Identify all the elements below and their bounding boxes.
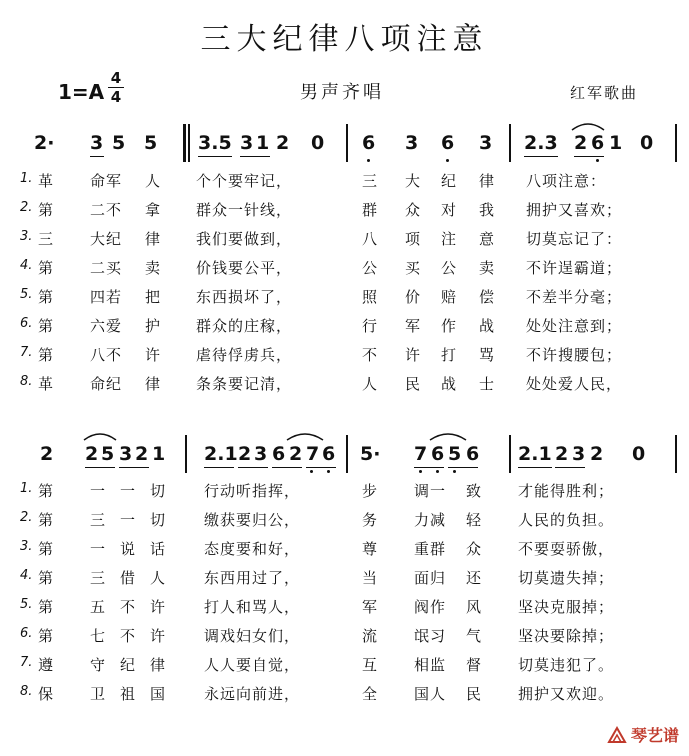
lyric-text: 当	[362, 569, 379, 587]
lyric-text: 买	[405, 259, 422, 277]
underline	[524, 156, 558, 157]
lyric-text: 照	[362, 288, 379, 306]
lyric-text: 面归	[414, 569, 447, 587]
note: 5·	[360, 443, 381, 465]
low-octave-dot	[453, 470, 456, 473]
lyric-text: 第	[38, 627, 55, 645]
verse-number: 3.	[20, 229, 33, 244]
lyric-text: 三	[90, 511, 107, 529]
note: 1	[152, 443, 166, 465]
lyric-text: 意	[479, 230, 496, 248]
song-source: 红军歌曲	[570, 84, 639, 102]
note: 7	[306, 443, 320, 465]
lyric-text: 卫	[90, 685, 107, 703]
underline	[518, 467, 552, 468]
note: 0	[311, 132, 325, 154]
lyric-text: 三	[38, 230, 55, 248]
verse-number: 3.	[20, 539, 33, 554]
lyric-text: 处处爱人民，	[526, 375, 623, 393]
lyric-text: 作	[441, 317, 458, 335]
barline	[346, 435, 348, 473]
note: 6	[322, 443, 336, 465]
lyric-text: 个个要牢记，	[196, 172, 293, 190]
lyric-text: 八不	[90, 346, 123, 364]
lyric-text: 二不	[90, 201, 123, 219]
underline	[85, 467, 115, 468]
verse-number: 4.	[20, 258, 33, 273]
underline	[238, 467, 268, 468]
lyric-text: 革	[38, 375, 55, 393]
lyric-text: 切	[150, 482, 167, 500]
lyric-text: 一	[120, 511, 137, 529]
verse-number: 8.	[20, 684, 33, 699]
verse-number: 2.	[20, 200, 33, 215]
note: 2	[276, 132, 290, 154]
lyric-text: 不要耍骄傲，	[518, 540, 615, 558]
lyric-text: 气	[466, 627, 483, 645]
underline	[414, 467, 444, 468]
note: 2	[135, 443, 149, 465]
lyric-text: 大纪	[90, 230, 123, 248]
lyric-text: 价	[405, 288, 422, 306]
lyric-text: 众	[466, 540, 483, 558]
lyric-text: 话	[150, 540, 167, 558]
lyric-text: 处处注意到；	[526, 317, 623, 335]
low-octave-dot	[327, 470, 330, 473]
lyric-text: 不许搜腰包；	[526, 346, 623, 364]
verse-number: 6.	[20, 626, 33, 641]
note: 1	[256, 132, 270, 154]
note: 2	[590, 443, 604, 465]
lyric-text: 流	[362, 627, 379, 645]
lyric-text: 群众的庄稼，	[196, 317, 293, 335]
lyric-text: 虐待俘虏兵，	[196, 346, 293, 364]
lyric-text: 项	[405, 230, 422, 248]
lyric-text: 八项注意：	[526, 172, 607, 190]
lyric-text: 第	[38, 201, 55, 219]
underline	[448, 467, 478, 468]
time-signature-top: 4	[110, 69, 122, 87]
verse-number: 5.	[20, 287, 33, 302]
note: 2.3	[524, 132, 558, 154]
lyric-text: 东西损坏了，	[196, 288, 293, 306]
note: 2.1	[518, 443, 552, 465]
lyric-text: 战	[479, 317, 496, 335]
lyric-text: 遵	[38, 656, 55, 674]
lyric-text: 许	[145, 346, 162, 364]
lyric-text: 律	[145, 375, 162, 393]
underline	[204, 467, 234, 468]
lyric-text: 第	[38, 511, 55, 529]
lyric-text: 军	[405, 317, 422, 335]
lyric-text: 打人和骂人，	[204, 598, 301, 616]
lyric-text: 务	[362, 511, 379, 529]
lyric-text: 东西用过了，	[204, 569, 301, 587]
lyric-text: 律	[479, 172, 496, 190]
lyric-text: 价钱要公平，	[196, 259, 293, 277]
lyric-text: 我	[479, 201, 496, 219]
lyric-text: 力减	[414, 511, 447, 529]
key-signature: 1=A	[58, 80, 105, 104]
lyric-text: 永远向前进，	[204, 685, 301, 703]
underline	[119, 467, 149, 468]
lyric-text: 对	[441, 201, 458, 219]
song-title: 三大纪律八项注意	[200, 22, 489, 57]
lyric-text: 调一	[414, 482, 447, 500]
lyric-text: 注	[441, 230, 458, 248]
harp-logo-icon	[607, 726, 627, 744]
underline	[272, 467, 302, 468]
verse-number: 8.	[20, 374, 33, 389]
lyric-text: 人人要自觉，	[204, 656, 301, 674]
lyric-text: 拥护又欢迎。	[518, 685, 615, 703]
barline	[675, 435, 677, 473]
lyric-text: 军	[362, 598, 379, 616]
lyric-text: 大	[405, 172, 422, 190]
lyric-text: 第	[38, 288, 55, 306]
verse-number: 6.	[20, 316, 33, 331]
note: 6	[466, 443, 480, 465]
lyric-text: 战	[441, 375, 458, 393]
lyric-text: 第	[38, 569, 55, 587]
lyric-text: 第	[38, 346, 55, 364]
lyric-text: 切	[150, 511, 167, 529]
lyric-text: 不	[362, 346, 379, 364]
lyric-text: 公	[441, 259, 458, 277]
underline	[574, 156, 604, 157]
lyric-text: 行动听指挥，	[204, 482, 301, 500]
low-octave-dot	[419, 470, 422, 473]
lyric-text: 风	[466, 598, 483, 616]
lyric-text: 卖	[479, 259, 496, 277]
note: 3	[119, 443, 133, 465]
note: 7	[414, 443, 428, 465]
note: 2	[289, 443, 303, 465]
low-octave-dot	[367, 159, 370, 162]
slur-mark	[285, 428, 325, 442]
lyric-text: 态度要和好，	[204, 540, 301, 558]
lyric-text: 拥护又喜欢；	[526, 201, 623, 219]
low-octave-dot	[446, 159, 449, 162]
slur-mark	[570, 118, 606, 132]
lyric-text: 许	[150, 627, 167, 645]
lyric-text: 命军	[90, 172, 123, 190]
low-octave-dot	[310, 470, 313, 473]
lyric-text: 条条要记清，	[196, 375, 293, 393]
note: 3	[479, 132, 493, 154]
note: 5	[112, 132, 126, 154]
low-octave-dot	[596, 159, 599, 162]
note: 6	[272, 443, 286, 465]
note: 5	[101, 443, 115, 465]
lyric-text: 群	[362, 201, 379, 219]
lyric-text: 人	[362, 375, 379, 393]
lyric-text: 六爱	[90, 317, 123, 335]
lyric-text: 拿	[145, 201, 162, 219]
lyric-text: 人民的负担。	[518, 511, 615, 529]
lyric-text: 五	[90, 598, 107, 616]
lyric-text: 第	[38, 317, 55, 335]
lyric-text: 行	[362, 317, 379, 335]
lyric-text: 纪	[441, 172, 458, 190]
note: 0	[640, 132, 654, 154]
note: 2	[555, 443, 569, 465]
lyric-text: 国人	[414, 685, 447, 703]
barline	[675, 124, 677, 162]
lyric-text: 二买	[90, 259, 123, 277]
note: 3	[572, 443, 586, 465]
lyric-text: 不差半分毫；	[526, 288, 623, 306]
lyric-text: 互	[362, 656, 379, 674]
lyric-text: 第	[38, 540, 55, 558]
lyric-text: 还	[466, 569, 483, 587]
lyric-text: 守	[90, 656, 107, 674]
double-barline	[183, 124, 186, 162]
lyric-text: 一	[90, 482, 107, 500]
lyric-text: 纪	[120, 656, 137, 674]
note: 5	[448, 443, 462, 465]
lyric-text: 七	[90, 627, 107, 645]
lyric-text: 群众一针线，	[196, 201, 293, 219]
lyric-text: 许	[405, 346, 422, 364]
slur-mark	[428, 428, 468, 442]
barline	[346, 124, 348, 162]
verse-number: 5.	[20, 597, 33, 612]
lyric-text: 致	[466, 482, 483, 500]
lyric-text: 全	[362, 685, 379, 703]
performance-form: 男声齐唱	[300, 82, 384, 103]
lyric-text: 督	[466, 656, 483, 674]
lyric-text: 不	[120, 627, 137, 645]
lyric-text: 偿	[479, 288, 496, 306]
time-signature-bottom: 4	[110, 88, 122, 106]
lyric-text: 我们要做到，	[196, 230, 293, 248]
underline	[240, 156, 270, 157]
note: 3.5	[198, 132, 232, 154]
lyric-text: 把	[145, 288, 162, 306]
lyric-text: 打	[441, 346, 458, 364]
lyric-text: 第	[38, 598, 55, 616]
lyric-text: 八	[362, 230, 379, 248]
lyric-text: 才能得胜利；	[518, 482, 615, 500]
lyric-text: 律	[145, 230, 162, 248]
lyric-text: 一	[90, 540, 107, 558]
lyric-text: 三	[90, 569, 107, 587]
note: 6	[431, 443, 445, 465]
lyric-text: 众	[405, 201, 422, 219]
lyric-text: 人	[145, 172, 162, 190]
lyric-text: 许	[150, 598, 167, 616]
lyric-text: 公	[362, 259, 379, 277]
note: 1	[609, 132, 623, 154]
time-signature	[108, 70, 124, 105]
lyric-text: 步	[362, 482, 379, 500]
double-barline-thin	[188, 124, 190, 162]
lyric-text: 说	[120, 540, 137, 558]
barline	[509, 435, 511, 473]
note: 3	[254, 443, 268, 465]
lyric-text: 相监	[414, 656, 447, 674]
lyric-text: 切莫忘记了：	[526, 230, 623, 248]
note: 2	[85, 443, 99, 465]
note: 0	[632, 443, 646, 465]
verse-number: 7.	[20, 655, 33, 670]
lyric-text: 坚决克服掉；	[518, 598, 615, 616]
lyric-text: 不许逞霸道；	[526, 259, 623, 277]
verse-number: 1.	[20, 171, 33, 186]
lyric-text: 民	[405, 375, 422, 393]
lyric-text: 革	[38, 172, 55, 190]
lyric-text: 一	[120, 482, 137, 500]
lyric-text: 三	[362, 172, 379, 190]
low-octave-dot	[436, 470, 439, 473]
note: 2·	[34, 132, 55, 154]
barline	[509, 124, 511, 162]
lyric-text: 赔	[441, 288, 458, 306]
lyric-text: 轻	[466, 511, 483, 529]
underline	[90, 156, 104, 157]
note: 3	[240, 132, 254, 154]
lyric-text: 四若	[90, 288, 123, 306]
note: 6	[591, 132, 605, 154]
verse-number: 4.	[20, 568, 33, 583]
lyric-text: 律	[150, 656, 167, 674]
lyric-text: 阀作	[414, 598, 447, 616]
note: 6	[362, 132, 376, 154]
lyric-text: 第	[38, 482, 55, 500]
note: 2.1	[204, 443, 238, 465]
lyric-text: 氓习	[414, 627, 447, 645]
note: 3	[405, 132, 419, 154]
verse-number: 7.	[20, 345, 33, 360]
verse-number: 2.	[20, 510, 33, 525]
lyric-text: 民	[466, 685, 483, 703]
lyric-text: 人	[150, 569, 167, 587]
lyric-text: 调戏妇女们，	[204, 627, 301, 645]
note: 2	[574, 132, 588, 154]
lyric-text: 护	[145, 317, 162, 335]
lyric-text: 尊	[362, 540, 379, 558]
underline	[198, 156, 232, 157]
lyric-text: 重群	[414, 540, 447, 558]
underline	[555, 467, 585, 468]
lyric-text: 切莫遗失掉；	[518, 569, 615, 587]
lyric-text: 卖	[145, 259, 162, 277]
lyric-text: 国	[150, 685, 167, 703]
lyric-text: 缴获要归公，	[204, 511, 301, 529]
lyric-text: 祖	[120, 685, 137, 703]
lyric-text: 不	[120, 598, 137, 616]
slur-mark	[82, 428, 118, 442]
note: 6	[441, 132, 455, 154]
note: 5	[144, 132, 158, 154]
lyric-text: 第	[38, 259, 55, 277]
note: 3	[90, 132, 104, 154]
lyric-text: 保	[38, 685, 55, 703]
lyric-text: 命纪	[90, 375, 123, 393]
barline	[185, 435, 187, 473]
verse-number: 1.	[20, 481, 33, 496]
lyric-text: 坚决要除掉；	[518, 627, 615, 645]
lyric-text: 借	[120, 569, 137, 587]
underline	[306, 467, 336, 468]
lyric-text: 切莫违犯了。	[518, 656, 615, 674]
lyric-text: 骂	[479, 346, 496, 364]
watermark-text: 琴艺谱	[630, 726, 679, 745]
watermark	[607, 723, 679, 746]
note: 2	[40, 443, 54, 465]
note: 2	[238, 443, 252, 465]
lyric-text: 士	[479, 375, 496, 393]
